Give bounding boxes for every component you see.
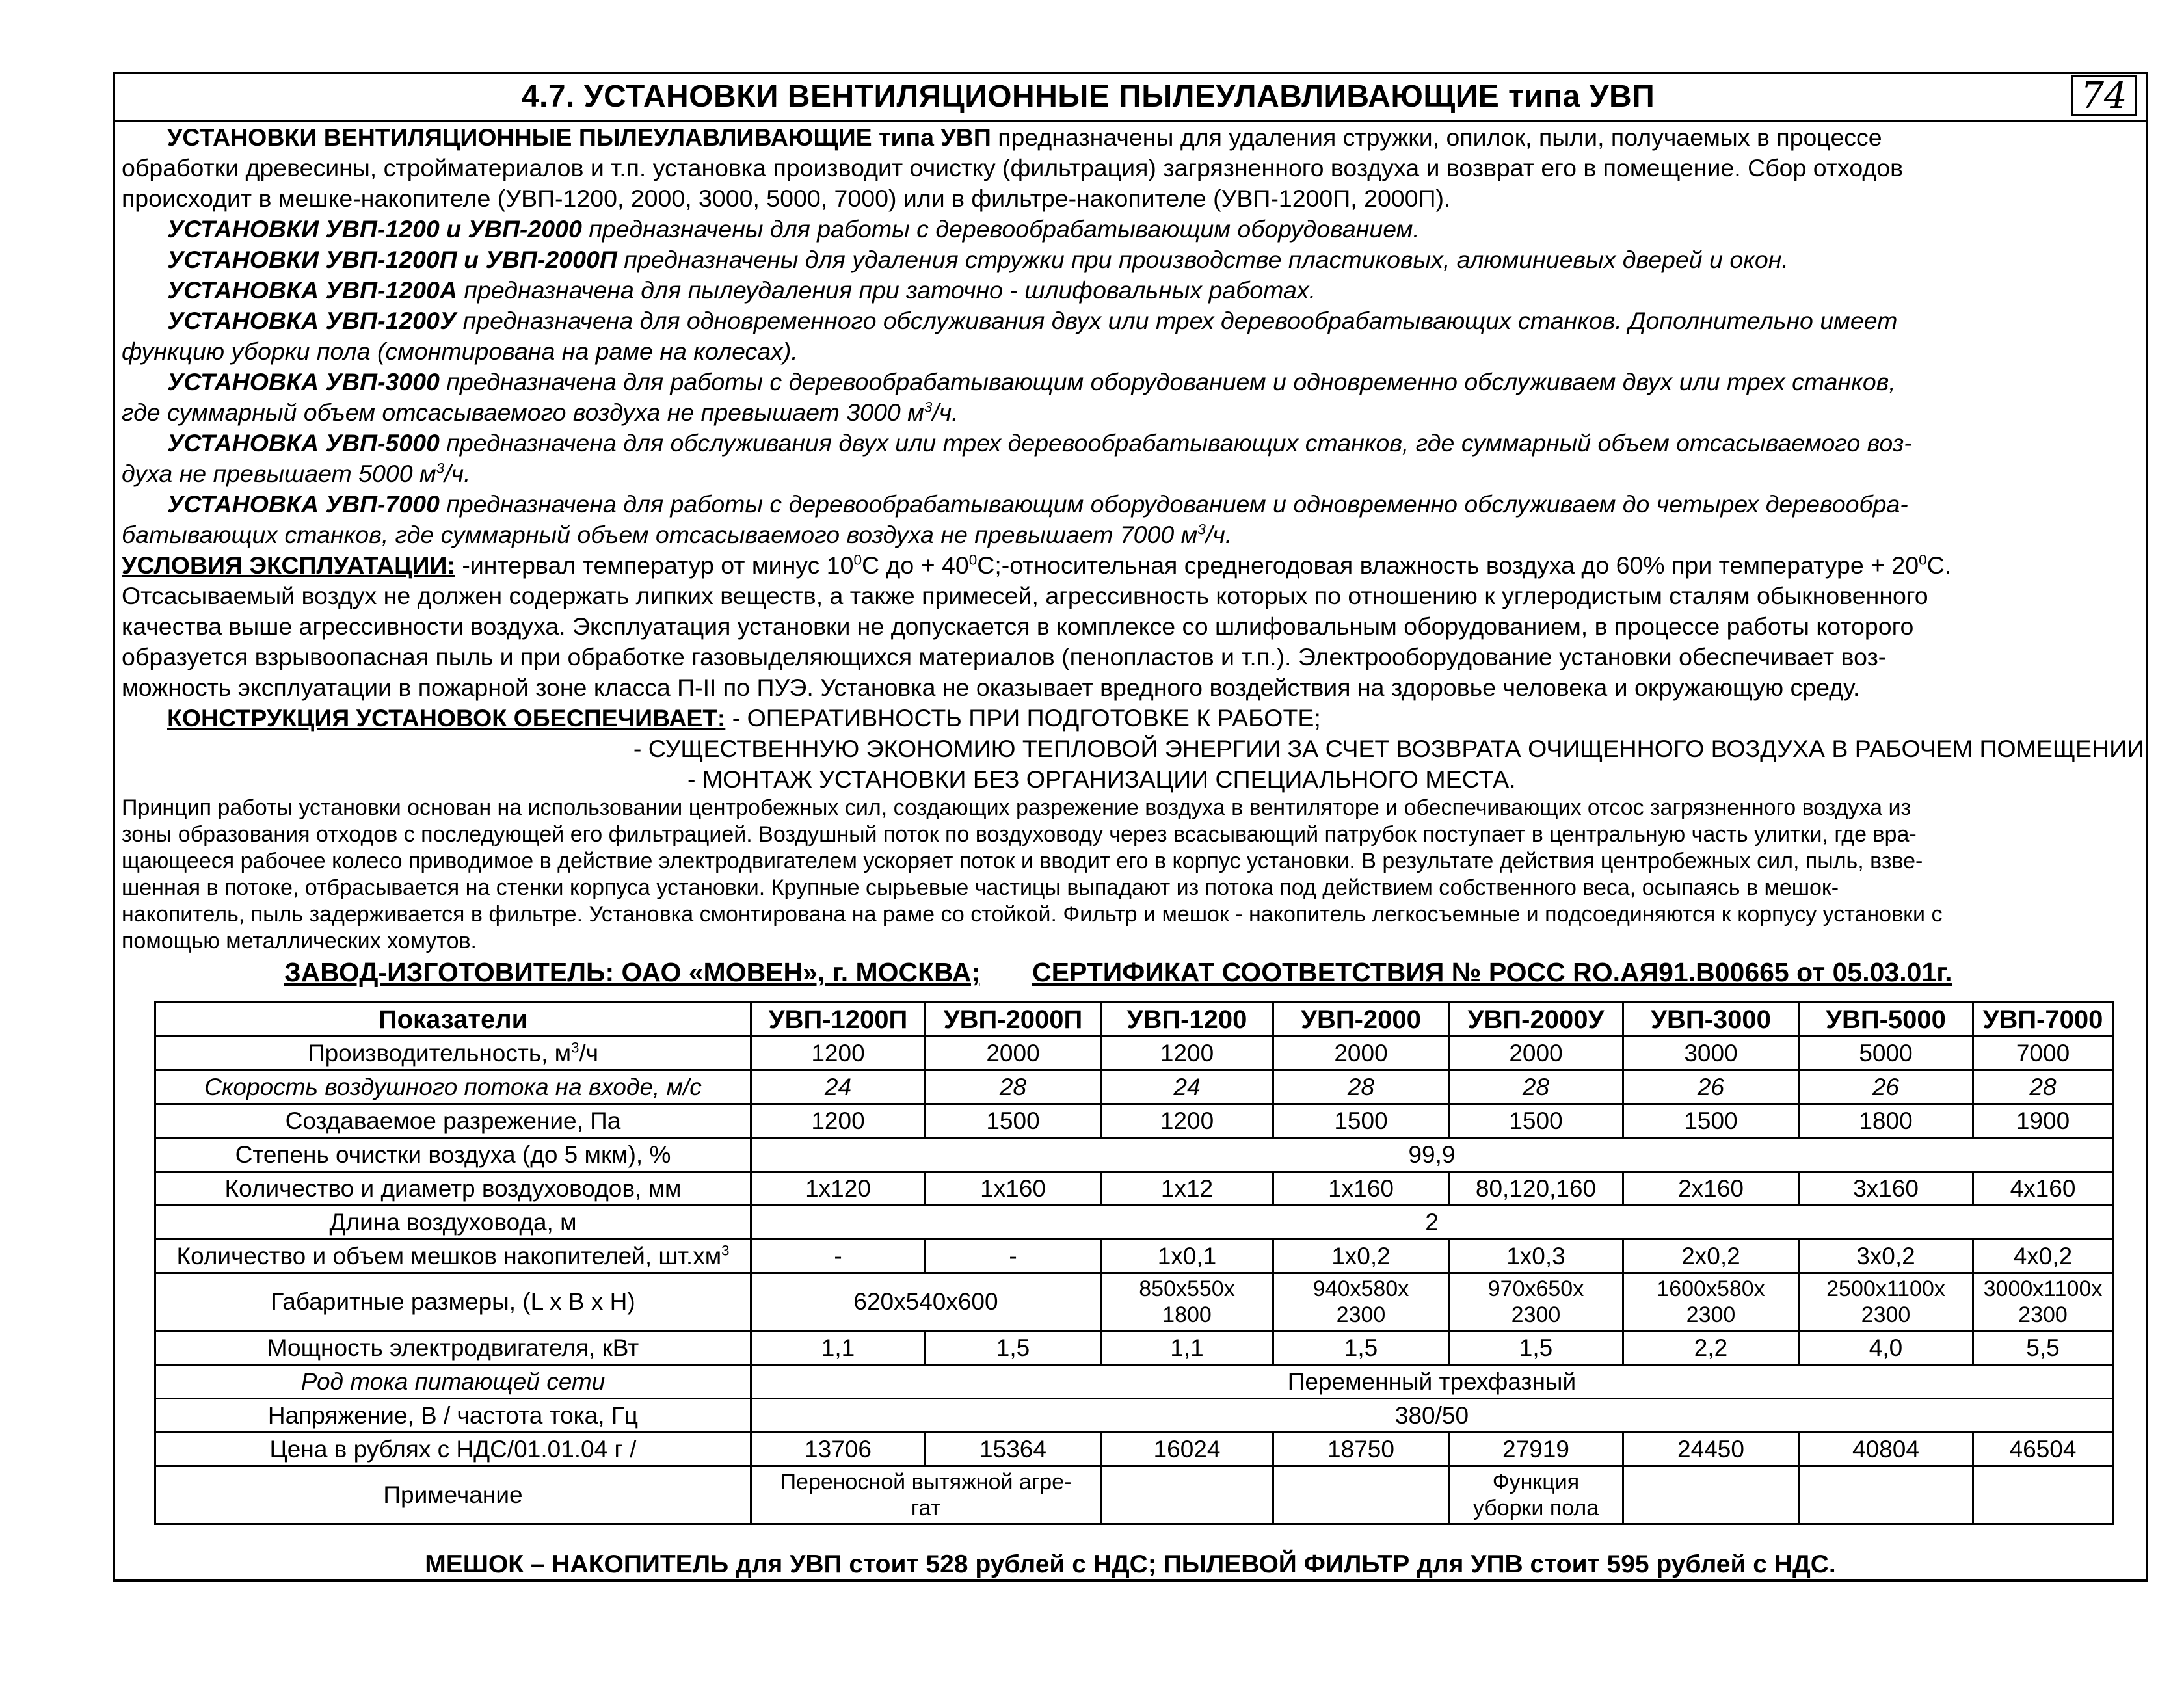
cell: 26 (1623, 1070, 1799, 1104)
cell: 27919 (1449, 1433, 1623, 1466)
note-cell: Переносной вытяжной агре- гат (751, 1466, 1101, 1524)
cell: 2000 (1449, 1037, 1623, 1070)
note-cell: Функция уборки пола (1449, 1466, 1623, 1524)
table-row (155, 1466, 2113, 1524)
model-3000: УСТАНОВКА УВП-3000 предназначена для работы с деревообрабатывающим оборудованием и одновременно обслуживаем двух или трех станков, (167, 368, 1896, 395)
row-label: Количество и диаметр воздуховодов, мм (155, 1172, 751, 1206)
cell: 4,0 (1799, 1331, 1973, 1365)
cell: 3х0,2 (1799, 1239, 1973, 1273)
cell: 1,1 (751, 1331, 926, 1365)
principle-line-2: зоны образования отходов с последующей его фильтрацией. Воздушный поток по воздуховоду через всасывающий патрубок поступает в центральную часть улитки, где вра- (122, 822, 1917, 847)
col-header: Показатели (155, 1003, 751, 1037)
intro-rest: предназначены для удаления стружки, опилок, пыли, получаемых в процессе (991, 124, 1882, 151)
row-label: Напряжение, В / частота тока, Гц (155, 1399, 751, 1433)
design-line-2: - СУЩЕСТВЕННУЮ ЭКОНОМИЮ ТЕПЛОВОЙ ЭНЕРГИИ ЗА СЧЕТ ВОЗВРАТА ОЧИЩЕННОГО ВОЗДУХА В РАБОЧЕМ ПОМЕЩЕНИИ (633, 735, 2144, 762)
cell: - (926, 1239, 1101, 1273)
model-7000: УСТАНОВКА УВП-7000 предназначена для работы с деревообрабатывающим оборудованием и одновременно обслуживаем до четырех деревообра- (167, 490, 1908, 518)
cell: 2000 (926, 1037, 1101, 1070)
cell: 13706 (751, 1433, 926, 1466)
model-1200-2000: УСТАНОВКИ УВП-1200 и УВП-2000 предназначены для работы с деревообрабатывающим оборудованием. (167, 215, 1420, 243)
conditions-line-2: Отсасываемый воздух не должен содержать липких веществ, а также примесей, агрессивность которых по отношению к углеродистым сталям обыкновенного (122, 582, 1928, 609)
col-header: УВП-3000 (1623, 1003, 1799, 1037)
col-header: УВП-5000 (1799, 1003, 1973, 1037)
model-1200u: УСТАНОВКА УВП-1200У предназначена для одновременного обслуживания двух или трех деревообрабатывающих станков. Дополнительно имеет (167, 307, 1898, 334)
cell: 1200 (1101, 1104, 1273, 1138)
cell: 80,120,160 (1449, 1172, 1623, 1206)
merged-cell: 380/50 (751, 1399, 2113, 1433)
table-row (155, 1070, 2113, 1104)
cell: 3000 (1623, 1037, 1799, 1070)
cell: 940х580х 2300 (1273, 1273, 1449, 1331)
col-header: УВП-2000П (926, 1003, 1101, 1037)
conditions-line-3: качества выше агрессивности воздуха. Эксплуатация установки не допускается в комплексе со шлифовальным оборудованием, в процессе работы которого (122, 613, 1914, 640)
table-row (155, 1104, 2113, 1138)
cell: 970х650х 2300 (1449, 1273, 1623, 1331)
col-header: УВП-2000У (1449, 1003, 1623, 1037)
cell: 1500 (926, 1104, 1101, 1138)
cell (1101, 1466, 1273, 1524)
cell: 7000 (1973, 1037, 2113, 1070)
conditions-line-4: образуется взрывоопасная пыль и при обработке газовыделяющихся материалов (пенопластов и т.п.). Электрооборудование установки обеспечивает воз- (122, 643, 1887, 670)
table-row (155, 1273, 2113, 1331)
cell: 1х120 (751, 1172, 926, 1206)
cell (1273, 1466, 1449, 1524)
row-label: Длина воздуховода, м (155, 1206, 751, 1239)
catalog-page (113, 72, 2148, 1582)
cell: 2х0,2 (1623, 1239, 1799, 1273)
row-label: Цена в рублях с НДС/01.01.04 г / (155, 1433, 751, 1466)
principle-line-3: щающееся рабочее колесо приводимое в действие электродвигателем ускоряет поток и вводит его в корпус установки. В результате действия центробежных сил, пыль, взве- (122, 849, 1923, 873)
design-line-1: КОНСТРУКЦИЯ УСТАНОВОК ОБЕСПЕЧИВАЕТ: - ОПЕРАТИВНОСТЬ ПРИ ПОДГОТОВКЕ К РАБОТЕ; (167, 704, 1321, 732)
table-row (155, 1239, 2113, 1273)
cell: 1,1 (1101, 1331, 1273, 1365)
cell: 2х160 (1623, 1172, 1799, 1206)
merged-cell: 99,9 (751, 1138, 2113, 1172)
intro-lead: УСТАНОВКИ ВЕНТИЛЯЦИОННЫЕ ПЫЛЕУЛАВЛИВАЮЩИЕ типа УВП (167, 124, 991, 151)
cell: 1х0,2 (1273, 1239, 1449, 1273)
cell: 18750 (1273, 1433, 1449, 1466)
manufacturer-line (284, 957, 2144, 987)
cell: 46504 (1973, 1433, 2113, 1466)
table-row (155, 1399, 2113, 1433)
table-row (155, 1365, 2113, 1399)
row-label: Создаваемое разрежение, Па (155, 1104, 751, 1138)
principle-line-4: шенная в потоке, отбрасывается на стенки корпуса установки. Крупные сырьевые частицы выпадают из потока под действием собственного веса, осыпаясь в мешок- (122, 875, 1839, 900)
row-label: Примечание (155, 1466, 751, 1524)
cell: 1500 (1449, 1104, 1623, 1138)
cell: 1500 (1273, 1104, 1449, 1138)
row-label: Количество и объем мешков накопителей, $шт.хм^3$ (155, 1239, 751, 1273)
cell: 28 (1273, 1070, 1449, 1104)
conditions-label: УСЛОВИЯ ЭКСПЛУАТАЦИИ: (122, 551, 455, 579)
title-bar (115, 74, 2146, 122)
row-label: Производительность, $м^3/ч$ (155, 1037, 751, 1070)
row-label: Мощность электродвигателя, кВт (155, 1331, 751, 1365)
cell: 1х160 (926, 1172, 1101, 1206)
cell: 1х12 (1101, 1172, 1273, 1206)
cell: 1,5 (926, 1331, 1101, 1365)
cell: 3х160 (1799, 1172, 1973, 1206)
manufacturer-name: ЗАВОД-ИЗГОТОВИТЕЛЬ: ОАО «МОВЕН», г. МОСКВА; (284, 957, 980, 987)
cell: 4х0,2 (1973, 1239, 2113, 1273)
col-header: УВП-7000 (1973, 1003, 2113, 1037)
model-1200p-2000p: УСТАНОВКИ УВП-1200П и УВП-2000П предназначены для удаления стружки при производстве пластиковых, алюминиевых дверей и окон. (167, 246, 1789, 273)
cell (1799, 1466, 1973, 1524)
design-label: КОНСТРУКЦИЯ УСТАНОВОК ОБЕСПЕЧИВАЕТ: (167, 704, 726, 732)
specs-table (154, 1001, 2114, 1525)
cell: 28 (1973, 1070, 2113, 1104)
table-row (155, 1172, 2113, 1206)
cell: 40804 (1799, 1433, 1973, 1466)
cell (1973, 1466, 2113, 1524)
cell: 16024 (1101, 1433, 1273, 1466)
table-row (155, 1206, 2113, 1239)
model-5000-line2: духа не превышает 5000 $м^3/ч$. (122, 460, 471, 487)
table-row (155, 1331, 2113, 1365)
cell: 1200 (1101, 1037, 1273, 1070)
table-header-row (155, 1003, 2113, 1037)
table-row (155, 1433, 2113, 1466)
cell: 3000х1100х 2300 (1973, 1273, 2113, 1331)
intro-line-2: обработки древесины, стройматериалов и т.п. установка производит очистку (фильтрация) загрязненного воздуха и возврат его в помещение. Сбор отходов (122, 154, 1904, 181)
row-label: Габаритные размеры, (L x B x H) (155, 1273, 751, 1331)
certificate: СЕРТИФИКАТ СООТВЕТСТВИЯ № РОСС RO.АЯ91.В00665 от 05.03.01г. (1032, 957, 1952, 987)
cell: 1800 (1799, 1104, 1973, 1138)
cell: 26 (1799, 1070, 1973, 1104)
merged-cell: 620х540х600 (751, 1273, 1101, 1331)
principle-line-1: Принцип работы установки основан на использовании центробежных сил, создающих разрежение воздуха в вентиляторе и обеспечивающих отсос загрязненного воздуха из (122, 795, 1911, 820)
model-1200a: УСТАНОВКА УВП-1200А предназначена для пылеудаления при заточно - шлифовальных работах. (167, 276, 1316, 304)
model-3000-line2: где суммарный объем отсасываемого воздуха не превышает 3000 $м^3/ч$. (122, 399, 959, 426)
intro-line-1 (122, 122, 2144, 153)
col-header: УВП-1200 (1101, 1003, 1273, 1037)
cell: 2,2 (1623, 1331, 1799, 1365)
row-label: Род тока питающей сети (155, 1365, 751, 1399)
page-number: 74 (2071, 75, 2137, 116)
principle-line-5: накопитель, пыль задерживается в фильтре. Установка смонтирована на раме со стойкой. Фильтр и мешок - накопитель легкосъемные и подсоединяются к корпусу установки с (122, 902, 1943, 927)
table-row (155, 1138, 2113, 1172)
merged-cell: Переменный трехфазный (751, 1365, 2113, 1399)
conditions-line-5: можность эксплуатации в пожарной зоне класса П-II по ПУЭ. Установка не оказывает вредного воздействия на здоровье человека и окружающую среду. (122, 674, 1860, 701)
description-block (122, 122, 2144, 987)
cell: 24 (1101, 1070, 1273, 1104)
cell: 1,5 (1449, 1331, 1623, 1365)
page-title: 4.7. УСТАНОВКИ ВЕНТИЛЯЦИОННЫЕ ПЫЛЕУЛАВЛИВАЮЩИЕ типа УВП (521, 79, 1655, 114)
cell: 1х0,1 (1101, 1239, 1273, 1273)
cell: 24 (751, 1070, 926, 1104)
cell: 4х160 (1973, 1172, 2113, 1206)
cell: 5000 (1799, 1037, 1973, 1070)
cell: 1,5 (1273, 1331, 1449, 1365)
cell: 2500х1100х 2300 (1799, 1273, 1973, 1331)
cell: 1600х580х 2300 (1623, 1273, 1799, 1331)
intro-line-3: происходит в мешке-накопителе (УВП-1200, 2000, 3000, 5000, 7000) или в фильтре-накопителе (УВП-1200П, 2000П). (122, 185, 1451, 212)
conditions-line-1: УСЛОВИЯ ЭКСПЛУАТАЦИИ: -интервал температур от минус $10^0С$ до + $40^0С$;-относительная среднегодовая влажность воздуха до 60% при температуре + $20^0С$. (122, 551, 1952, 579)
cell: 1х160 (1273, 1172, 1449, 1206)
cell: 1200 (751, 1037, 926, 1070)
col-header: УВП-1200П (751, 1003, 926, 1037)
cell: 15364 (926, 1433, 1101, 1466)
row-label: Степень очистки воздуха (до 5 мкм), % (155, 1138, 751, 1172)
merged-cell: 2 (751, 1206, 2113, 1239)
table-row (155, 1037, 2113, 1070)
model-7000-line2: батывающих станков, где суммарный объем отсасываемого воздуха не превышает 7000 $м^3/ч$. (122, 521, 1232, 548)
design-line-3: - МОНТАЖ УСТАНОВКИ БЕЗ ОРГАНИЗАЦИИ СПЕЦИАЛЬНОГО МЕСТА. (687, 765, 1516, 793)
cell: - (751, 1239, 926, 1273)
footer-note: МЕШОК – НАКОПИТЕЛЬ для УВП стоит 528 рублей с НДС; ПЫЛЕВОЙ ФИЛЬТР для УПВ стоит 595 рублей с НДС. (425, 1550, 1836, 1578)
col-header: УВП-2000 (1273, 1003, 1449, 1037)
cell: 1500 (1623, 1104, 1799, 1138)
cell: 28 (1449, 1070, 1623, 1104)
row-label: Скорость воздушного потока на входе, м/с (155, 1070, 751, 1104)
cell: 1900 (1973, 1104, 2113, 1138)
cell: 1х0,3 (1449, 1239, 1623, 1273)
cell: 28 (926, 1070, 1101, 1104)
cell (1623, 1466, 1799, 1524)
model-5000: УСТАНОВКА УВП-5000 предназначена для обслуживания двух или трех деревообрабатывающих станков, где суммарный объем отсасываемого воз- (167, 429, 1912, 457)
cell: 1200 (751, 1104, 926, 1138)
model-1200u-line2: функцию уборки пола (смонтирована на раме на колесах). (122, 338, 798, 365)
cell: 24450 (1623, 1433, 1799, 1466)
cell: 5,5 (1973, 1331, 2113, 1365)
cell: 2000 (1273, 1037, 1449, 1070)
cell: 850х550х 1800 (1101, 1273, 1273, 1331)
principle-line-6: помощью металлических хомутов. (122, 929, 477, 953)
